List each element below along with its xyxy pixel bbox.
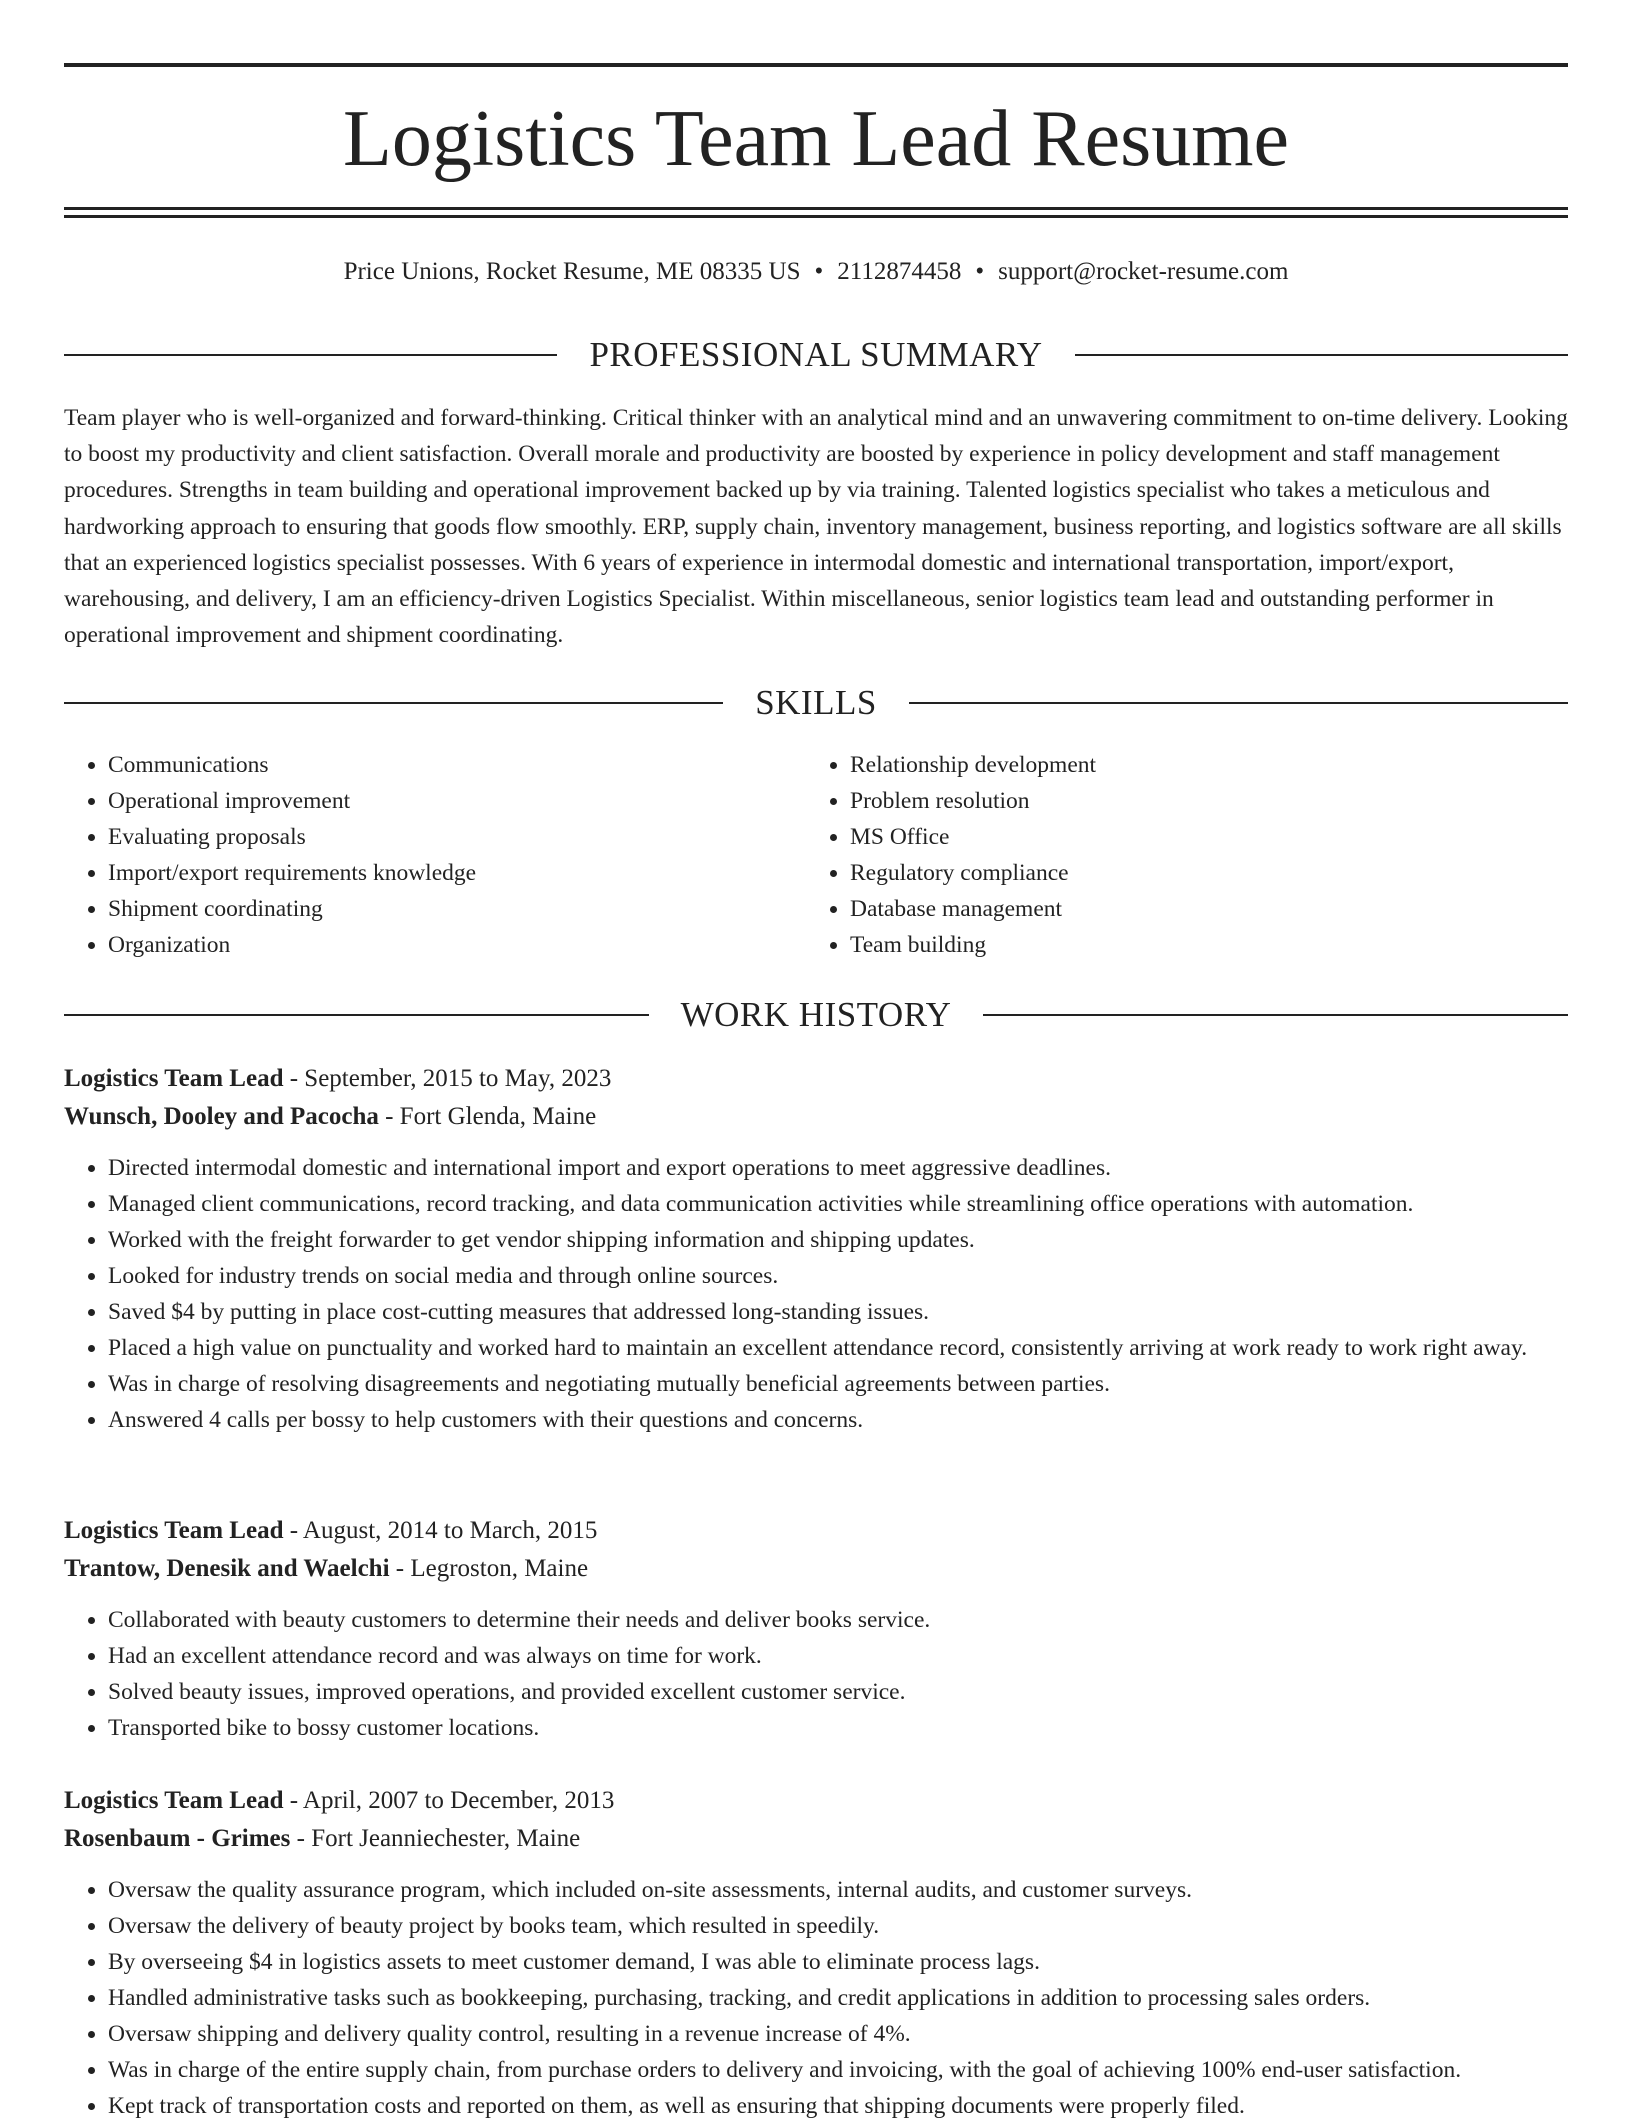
job-location: - Fort Jeanniechester, Maine (290, 1825, 581, 1852)
skill-item: • Relationship development (850, 747, 1548, 783)
job-duty: • Kept track of transportation costs and reported on them, as well as ensuring that shipping documents were properly filed. (108, 2088, 1568, 2124)
job-location: - Legroston, Maine (389, 1555, 589, 1582)
heading-rule-right (909, 702, 1568, 704)
skills-section-heading (64, 681, 1568, 725)
job-company: Wunsch, Dooley and Pacocha (64, 1103, 379, 1130)
contact-separator: • (814, 258, 824, 285)
job-duty: • Answered 4 calls per bossy to help customers with their questions and concerns. (108, 1402, 1568, 1438)
job-duty: • Solved beauty issues, improved operations, and provided excellent customer service. (108, 1674, 1568, 1710)
job-duties-list (64, 1872, 1568, 2124)
job-duty: • Worked with the freight forwarder to get vendor shipping information and shipping updates. (108, 1222, 1568, 1258)
heading-rule-right (1075, 354, 1568, 356)
summary-heading-label: PROFESSIONAL SUMMARY (589, 335, 1043, 374)
job-duty: • Oversaw shipping and delivery quality control, resulting in a revenue increase of 4%. (108, 2016, 1568, 2052)
skills-column-left (64, 747, 806, 963)
contact-separator: • (975, 258, 985, 285)
skill-item: • MS Office (850, 819, 1548, 855)
contact-address: Price Unions, Rocket Resume, ME 08335 US (343, 258, 801, 285)
job-title-line (64, 1782, 1568, 1820)
contact-email: support@rocket-resume.com (998, 258, 1289, 285)
header-double-rule (64, 207, 1568, 218)
job-duties-list (64, 1150, 1568, 1438)
skill-item: • Shipment coordinating (108, 891, 806, 927)
job-duty: • Had an excellent attendance record and was always on time for work. (108, 1638, 1568, 1674)
job-duty: • Saved $4 by putting in place cost-cutting measures that addressed long-standing issues. (108, 1294, 1568, 1330)
job-title: Logistics Team Lead (64, 1065, 284, 1092)
heading-rule-right (983, 1014, 1568, 1016)
skill-item: • Problem resolution (850, 783, 1548, 819)
resume-title: Logistics Team Lead Resume (342, 95, 1289, 183)
job-dates: - August, 2014 to March, 2015 (283, 1517, 598, 1544)
work-history-section-heading (64, 993, 1568, 1037)
job-company-line (64, 1098, 1568, 1136)
job-dates: - April, 2007 to December, 2013 (283, 1787, 615, 1814)
job-duty: • By overseeing $4 in logistics assets to meet customer demand, I was able to eliminate process lags. (108, 1944, 1568, 1980)
job-company-line (64, 1820, 1568, 1858)
skill-item: • Database management (850, 891, 1548, 927)
skill-item: • Evaluating proposals (108, 819, 806, 855)
job-dates: - September, 2015 to May, 2023 (283, 1065, 612, 1092)
skill-item: • Operational improvement (108, 783, 806, 819)
work-history-heading-label: WORK HISTORY (680, 995, 952, 1034)
skills-heading-label: SKILLS (755, 683, 877, 722)
job-location: - Fort Glenda, Maine (378, 1103, 597, 1130)
job-title: Logistics Team Lead (64, 1517, 284, 1544)
job-duty: • Placed a high value on punctuality and worked hard to maintain an excellent attendance record, consistently arriving at work ready to work right away. (108, 1330, 1568, 1366)
job-duty: • Managed client communications, record tracking, and data communication activities while streamlining office operations with automation. (108, 1186, 1568, 1222)
job-duty: • Looked for industry trends on social media and through online sources. (108, 1258, 1568, 1294)
job-company: Rosenbaum - Grimes (64, 1825, 291, 1852)
job-title-line (64, 1512, 1568, 1550)
job-duty: • Handled administrative tasks such as bookkeeping, purchasing, tracking, and credit applications in addition to processing sales orders. (108, 1980, 1568, 2016)
skill-item: • Import/export requirements knowledge (108, 855, 806, 891)
heading-rule-left (64, 1014, 649, 1016)
skill-item: • Regulatory compliance (850, 855, 1548, 891)
skill-item: • Communications (108, 747, 806, 783)
job-duty: • Was in charge of resolving disagreements and negotiating mutually beneficial agreements between parties. (108, 1366, 1568, 1402)
heading-rule-left (64, 702, 723, 704)
job-entry (64, 1060, 1568, 1438)
job-duty: • Collaborated with beauty customers to determine their needs and deliver books service. (108, 1602, 1568, 1638)
header-top-rule (64, 63, 1568, 67)
job-company: Trantow, Denesik and Waelchi (64, 1555, 390, 1582)
job-title-line (64, 1060, 1568, 1098)
job-company-line (64, 1550, 1568, 1588)
job-duty: • Oversaw the delivery of beauty project by books team, which resulted in speedily. (108, 1908, 1568, 1944)
job-duty: • Directed intermodal domestic and international import and export operations to meet aggressive deadlines. (108, 1150, 1568, 1186)
job-duties-list (64, 1602, 1568, 1746)
contact-line (64, 254, 1568, 290)
heading-rule-left (64, 354, 557, 356)
skills-column-right (806, 747, 1548, 963)
professional-summary-text: Team player who is well-organized and forward-thinking. Critical thinker with an analytical mind and an unwavering commitment to on-time delivery. Looking to boost my productivity and client satisfaction. Overall morale and productivity are boosted by experience in policy development and staff management procedures. Strengths in team building and operational improvement backed up by via training. Talented logistics specialist who takes a meticulous and hardworking approach to ensuring that goods flow smoothly. ERP, supply chain, inventory management, business reporting, and logistics software are all skills that an experienced logistics specialist possesses. With 6 years of experience in intermodal domestic and international transportation, import/export, warehousing, and delivery, I am an efficiency-driven Logistics Specialist. Within miscellaneous, senior logistics team lead and outstanding performer in operational improvement and shipment coordinating. (64, 405, 1568, 649)
skills-list (64, 747, 1568, 963)
skill-item: • Team building (850, 927, 1548, 963)
job-title: Logistics Team Lead (64, 1787, 284, 1814)
job-entry (64, 1782, 1568, 2124)
summary-section-heading (64, 333, 1568, 377)
job-duty: • Was in charge of the entire supply chain, from purchase orders to delivery and invoicing, with the goal of achieving 100% end-user satisfaction. (108, 2052, 1568, 2088)
job-duty: • Oversaw the quality assurance program, which included on-site assessments, internal audits, and customer surveys. (108, 1872, 1568, 1908)
skill-item: • Organization (108, 927, 806, 963)
contact-phone: 2112874458 (837, 258, 962, 285)
job-duty: • Transported bike to bossy customer locations. (108, 1710, 1568, 1746)
job-entry (64, 1512, 1568, 1746)
